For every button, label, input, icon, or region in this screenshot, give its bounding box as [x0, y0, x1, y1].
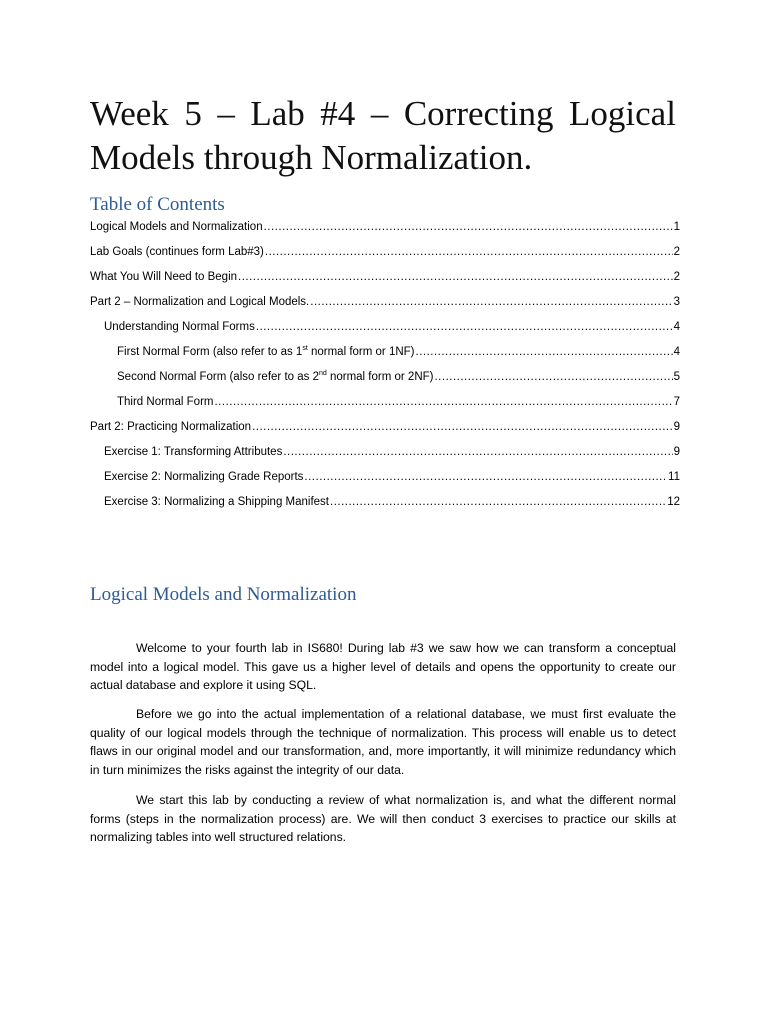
- toc-entry-practicing-normalization[interactable]: [90, 418, 680, 436]
- toc-entry-title: First Normal Form (also refer to as 1st normal form or 1NF): [117, 345, 415, 358]
- title-word: –: [217, 94, 235, 133]
- paragraph-text: Before we go into the actual implementation of a relational database, we must first evaluate the quality of our logical models through the technique of normalization. This process will enable us to detect flaws in our original model and our transformation, and, more importantly, it will minimize redundancy which in turn minimizes the risks against the integrity of our data.: [90, 707, 676, 777]
- title-line-2: Models through Normalization.: [90, 138, 533, 177]
- toc-leader-dots: [283, 443, 672, 461]
- toc-leader-dots: [304, 468, 667, 486]
- paragraph-text: We start this lab by conducting a review of what normalization is, and what the different normal forms (steps in the normalization process) are. We will then conduct 3 exercises to practice our skills at normalizing tables into well structured relations.: [90, 793, 676, 844]
- toc-entry-page: 4: [673, 346, 680, 358]
- toc-entry-understanding-normal-forms[interactable]: [104, 318, 680, 336]
- toc-heading: Table of Contents: [90, 194, 225, 215]
- toc-entry-title: Logical Models and Normalization: [90, 221, 263, 233]
- body-paragraph: [90, 705, 676, 779]
- toc-entry-exercise-1[interactable]: [104, 443, 680, 461]
- toc-leader-dots: [256, 318, 673, 336]
- toc-leader-dots: [214, 393, 672, 411]
- toc-entry-exercise-2[interactable]: [104, 468, 680, 486]
- toc-leader-dots: [264, 218, 673, 236]
- title-word: #4: [320, 94, 356, 133]
- toc-entry-page: 12: [667, 496, 680, 508]
- title-word: Correcting: [403, 94, 554, 133]
- section-heading: Logical Models and Normalization: [90, 584, 357, 605]
- toc-leader-dots: [252, 418, 673, 436]
- toc-entry-page: 3: [673, 296, 680, 308]
- toc-entry-title: Exercise 2: Normalizing Grade Reports: [104, 471, 304, 483]
- title-line-1: [90, 92, 676, 136]
- toc-entry-exercise-3[interactable]: [104, 493, 680, 511]
- title-word: Week: [90, 94, 169, 133]
- toc-entry-page: 5: [673, 371, 680, 383]
- toc-entry-title: Exercise 1: Transforming Attributes: [104, 446, 283, 458]
- body-paragraph: [90, 791, 676, 847]
- toc-entry-first-normal-form[interactable]: [117, 343, 680, 361]
- document-title: [90, 92, 676, 180]
- toc-leader-dots: [330, 493, 666, 511]
- toc-entry-title: What You Will Need to Begin: [90, 271, 238, 283]
- toc-entry-title: Exercise 3: Normalizing a Shipping Manifest: [104, 496, 329, 508]
- title-word: Logical: [569, 94, 676, 133]
- paragraph-text: Welcome to your fourth lab in IS680! During lab #3 we saw how we can transform a conceptual model into a logical model. This gave us a higher level of details and opens the opportunity to create our actual database and explore it using SQL.: [90, 641, 676, 692]
- toc-leader-dots: [238, 268, 673, 286]
- toc-leader-dots: [310, 293, 672, 311]
- title-word: Lab: [250, 94, 305, 133]
- toc-entry-title: Lab Goals (continues form Lab#3): [90, 246, 264, 258]
- toc-entry-page: 9: [673, 421, 680, 433]
- toc-entry-page: 2: [673, 271, 680, 283]
- toc-entry-title: Understanding Normal Forms: [104, 321, 255, 333]
- toc-entry-title: Second Normal Form (also refer to as 2nd normal form or 2NF): [117, 370, 434, 383]
- toc-entry-page: 7: [673, 396, 680, 408]
- toc-entry-logical-models[interactable]: [90, 218, 680, 236]
- toc-entry-second-normal-form[interactable]: [117, 368, 680, 386]
- toc-leader-dots: [434, 368, 672, 386]
- toc-entry-lab-goals[interactable]: [90, 243, 680, 261]
- toc-leader-dots: [265, 243, 673, 261]
- toc-entry-part-2-normalization[interactable]: [90, 293, 680, 311]
- toc-entry-what-you-need[interactable]: [90, 268, 680, 286]
- body-paragraph: [90, 639, 676, 695]
- toc-entry-third-normal-form[interactable]: [117, 393, 680, 411]
- toc-entry-page: 4: [673, 321, 680, 333]
- title-word: 5: [184, 94, 202, 133]
- toc-entry-page: 11: [668, 471, 680, 483]
- toc-leader-dots: [416, 343, 673, 361]
- title-word: –: [370, 94, 389, 133]
- toc-entry-page: 9: [673, 446, 680, 458]
- toc-entry-page: 2: [673, 246, 680, 258]
- toc-entry-title: Part 2: Practicing Normalization: [90, 421, 252, 433]
- toc-entry-title: Third Normal Form: [117, 396, 214, 408]
- toc-entry-title: Part 2 – Normalization and Logical Models.: [90, 296, 310, 308]
- toc-entry-page: 1: [673, 221, 680, 233]
